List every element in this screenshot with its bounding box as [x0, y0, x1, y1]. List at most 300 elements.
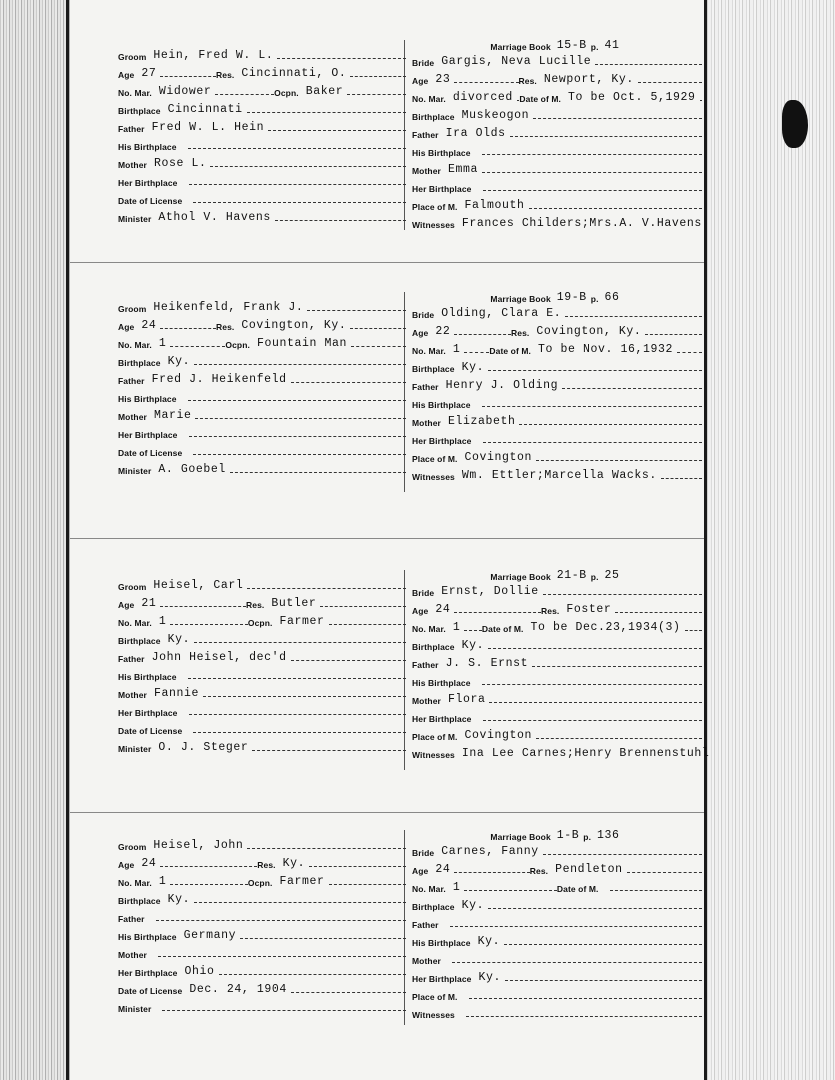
groom-date-of-license-label: Date of License: [118, 986, 183, 996]
bride-res-value: Pendleton: [555, 863, 623, 876]
bride-no-mar-row: [412, 616, 702, 634]
groom-res-label: Res.: [257, 860, 276, 870]
groom-groom-row: [118, 44, 406, 62]
bride-her-birthplace-row: [412, 706, 702, 724]
marriage-book-label: Marriage Book: [490, 294, 551, 304]
fill-line: [277, 58, 406, 59]
groom-her-birthplace-row: [118, 170, 406, 188]
groom-father-value: Fred J. Heikenfeld: [151, 373, 287, 386]
groom-father-label: Father: [118, 654, 145, 664]
groom-mother-value: Rose L.: [153, 157, 207, 170]
groom-age-row: [118, 592, 406, 610]
groom-date-of-license-label: Date of License: [118, 196, 183, 206]
bride-res-label: Res.: [511, 328, 530, 338]
bride-age-value: 24: [435, 863, 451, 876]
groom-no-mar-label: No. Mar.: [118, 618, 152, 628]
fill-line: [230, 472, 406, 473]
bride-birthplace-label: Birthplace: [412, 364, 455, 374]
bride-date-of-m-value: To be Oct. 5,1929: [568, 91, 696, 104]
groom-date-of-license-label: Date of License: [118, 448, 183, 458]
fill-line: [195, 418, 406, 419]
bride-age-row: [412, 320, 702, 338]
groom-minister-row: [118, 458, 406, 476]
groom-groom-value: Heikenfeld, Frank J.: [153, 301, 304, 314]
bride-place-of-m-label: Place of M.: [412, 454, 458, 464]
right-scan-edge: [704, 0, 835, 1080]
groom-date-of-license-row: [118, 188, 406, 206]
groom-his-birthplace-label: His Birthplace: [118, 394, 177, 404]
fill-line: [482, 154, 702, 155]
bride-no-mar-label: No. Mar.: [412, 94, 446, 104]
groom-res-value: Cincinnati, O.: [241, 67, 347, 80]
groom-groom-value: Heisel, John: [153, 839, 244, 852]
fill-line: [469, 998, 702, 999]
groom-father-row: [118, 368, 406, 386]
bride-bride-value: Carnes, Fanny: [441, 845, 539, 858]
groom-her-birthplace-label: Her Birthplace: [118, 430, 178, 440]
groom-no-mar-row: [118, 332, 406, 350]
fill-line: [210, 166, 406, 167]
bride-birthplace-row: [412, 356, 702, 374]
bride-mother-row: [412, 158, 702, 176]
groom-her-birthplace-label: Her Birthplace: [118, 708, 178, 718]
fill-line: [615, 612, 702, 613]
bride-father-row: [412, 374, 702, 392]
fill-line: [193, 454, 406, 455]
groom-no-mar-row: [118, 870, 406, 888]
marriage-record: [110, 828, 705, 1058]
bride-her-birthplace-label: Her Birthplace: [412, 714, 472, 724]
groom-age-row: [118, 314, 406, 332]
groom-his-birthplace-row: [118, 924, 406, 942]
bride-age-value: 24: [435, 603, 451, 616]
bride-witnesses-value: Frances Childers;Mrs.A. V.Havens: [461, 217, 702, 230]
bride-witnesses-label: Witnesses: [412, 1010, 455, 1020]
groom-ocpn-label: Ocpn.: [225, 340, 250, 350]
groom-ocpn-label: Ocpn.: [247, 618, 273, 628]
bride-her-birthplace-row: [412, 966, 702, 984]
fill-line: [350, 328, 406, 329]
bride-bride-row: [412, 580, 702, 598]
page-label: p.: [590, 42, 599, 52]
fill-line: [156, 920, 406, 921]
record-separator: [70, 538, 704, 539]
fill-line: [268, 130, 406, 131]
bride-res-value: Foster: [566, 603, 612, 616]
bride-mother-label: Mother: [412, 166, 441, 176]
fill-line: [194, 364, 406, 365]
page-value: 136: [597, 829, 620, 842]
marriage-book-label: Marriage Book: [490, 42, 551, 52]
groom-age-value: 24: [141, 319, 157, 332]
bride-place-of-m-value: Covington: [464, 451, 533, 464]
bride-no-mar-label: No. Mar.: [412, 624, 446, 634]
bride-no-mar-label: No. Mar.: [412, 884, 446, 894]
bride-mother-row: [412, 688, 702, 706]
bride-age-label: Age: [412, 866, 429, 876]
fill-line: [488, 648, 702, 649]
groom-minister-label: Minister: [118, 466, 152, 476]
page-value: 66: [604, 291, 620, 304]
fill-line: [532, 666, 702, 667]
bride-place-of-m-row: [412, 724, 702, 742]
bride-age-row: [412, 68, 702, 86]
bride-section: [412, 50, 702, 230]
bride-father-row: [412, 912, 702, 930]
groom-his-birthplace-label: His Birthplace: [118, 142, 177, 152]
groom-date-of-license-row: [118, 978, 406, 996]
fill-line: [483, 442, 702, 443]
bride-mother-value: Flora: [447, 693, 486, 706]
bride-bride-value: Ernst, Dollie: [441, 585, 539, 598]
bride-date-of-m-label: Date of M.: [481, 624, 524, 634]
fill-line: [565, 316, 702, 317]
bride-no-mar-row: [412, 338, 702, 356]
fill-line: [347, 94, 406, 95]
fill-line: [454, 612, 541, 613]
fill-line: [247, 112, 406, 113]
groom-birthplace-value: Ky.: [167, 893, 191, 906]
fill-line: [610, 890, 703, 891]
bride-bride-label: Bride: [412, 310, 435, 320]
marriage-book-value: 15-B: [556, 39, 587, 52]
groom-minister-label: Minister: [118, 1004, 152, 1014]
page-label: p.: [583, 832, 592, 842]
bride-age-row: [412, 858, 702, 876]
bride-bride-row: [412, 302, 702, 320]
bride-his-birthplace-label: His Birthplace: [412, 400, 471, 410]
bride-his-birthplace-row: [412, 670, 702, 688]
bride-age-label: Age: [412, 76, 429, 86]
fill-line: [193, 202, 406, 203]
bride-witnesses-label: Witnesses: [412, 220, 455, 230]
groom-res-label: Res.: [216, 70, 235, 80]
fill-line: [291, 382, 406, 383]
fill-line: [645, 334, 702, 335]
groom-ocpn-value: Farmer: [279, 875, 325, 888]
groom-mother-label: Mother: [118, 160, 147, 170]
fill-line: [291, 660, 406, 661]
groom-father-row: [118, 646, 406, 664]
fill-line: [661, 478, 702, 479]
groom-date-of-license-label: Date of License: [118, 726, 183, 736]
fill-line: [529, 208, 702, 209]
bride-mother-value: Elizabeth: [447, 415, 516, 428]
groom-her-birthplace-row: [118, 700, 406, 718]
groom-groom-label: Groom: [118, 582, 147, 592]
groom-her-birthplace-row: [118, 422, 406, 440]
bride-place-of-m-label: Place of M.: [412, 992, 458, 1002]
bride-father-value: Ira Olds: [445, 127, 506, 140]
groom-father-label: Father: [118, 376, 145, 386]
groom-ocpn-value: Farmer: [279, 615, 325, 628]
groom-res-label: Res.: [216, 322, 235, 332]
fill-line: [450, 926, 702, 927]
fill-line: [483, 720, 702, 721]
fill-line: [638, 82, 702, 83]
bride-father-label: Father: [412, 382, 439, 392]
bride-mother-row: [412, 410, 702, 428]
bride-father-value: Henry J. Olding: [445, 379, 559, 392]
groom-age-label: Age: [118, 322, 135, 332]
groom-groom-row: [118, 296, 406, 314]
groom-minister-row: [118, 736, 406, 754]
fill-line: [464, 352, 489, 353]
fill-line: [247, 848, 406, 849]
groom-birthplace-label: Birthplace: [118, 896, 161, 906]
bride-res-label: Res.: [518, 76, 537, 86]
groom-mother-row: [118, 404, 406, 422]
groom-groom-row: [118, 834, 406, 852]
groom-his-birthplace-row: [118, 664, 406, 682]
groom-groom-value: Heisel, Carl: [153, 579, 244, 592]
bride-witnesses-row: [412, 464, 702, 482]
bride-no-mar-label: No. Mar.: [412, 346, 446, 356]
bride-father-label: Father: [412, 660, 439, 670]
bride-mother-label: Mother: [412, 956, 441, 966]
groom-res-value: Butler: [271, 597, 317, 610]
groom-mother-row: [118, 942, 406, 960]
bride-her-birthplace-label: Her Birthplace: [412, 974, 472, 984]
fill-line: [160, 866, 257, 867]
groom-date-of-license-row: [118, 440, 406, 458]
groom-age-row: [118, 852, 406, 870]
bride-no-mar-value: divorced: [452, 91, 513, 104]
fill-line: [309, 866, 406, 867]
bride-no-mar-value: 1: [452, 621, 461, 634]
groom-ocpn-label: Ocpn.: [247, 878, 273, 888]
groom-birthplace-row: [118, 350, 406, 368]
bride-her-birthplace-row: [412, 428, 702, 446]
groom-section: [118, 574, 406, 754]
bride-section: [412, 580, 710, 760]
bride-date-of-m-label: Date of M.: [556, 884, 599, 894]
bride-res-label: Res.: [529, 866, 549, 876]
bride-age-value: 22: [435, 325, 451, 338]
bride-place-of-m-row: [412, 446, 702, 464]
groom-his-birthplace-value: Germany: [183, 929, 237, 942]
bride-birthplace-value: Muskeogon: [461, 109, 530, 122]
fill-line: [291, 992, 406, 993]
groom-father-label: Father: [118, 124, 145, 134]
fill-line: [543, 594, 702, 595]
fill-line: [685, 630, 702, 631]
groom-father-label: Father: [118, 914, 145, 924]
bride-his-birthplace-row: [412, 930, 702, 948]
fill-line: [454, 82, 518, 83]
bride-birthplace-value: Ky.: [461, 639, 485, 652]
groom-his-birthplace-row: [118, 134, 406, 152]
groom-groom-label: Groom: [118, 52, 147, 62]
bride-his-birthplace-row: [412, 392, 702, 410]
fill-line: [160, 76, 216, 77]
fill-line: [505, 980, 702, 981]
groom-her-birthplace-label: Her Birthplace: [118, 968, 178, 978]
bride-no-mar-value: 1: [452, 343, 461, 356]
fill-line: [320, 606, 406, 607]
bride-witnesses-value: Ina Lee Carnes;Henry Brennenstuhl: [461, 747, 710, 760]
fill-line: [307, 310, 406, 311]
bride-res-value: Newport, Ky.: [543, 73, 634, 86]
fill-line: [170, 624, 248, 625]
groom-groom-label: Groom: [118, 304, 147, 314]
groom-section: [118, 834, 406, 1014]
bride-father-row: [412, 122, 702, 140]
bride-her-birthplace-value: Ky.: [478, 971, 502, 984]
groom-mother-value: Marie: [153, 409, 192, 422]
page-label: p.: [590, 294, 599, 304]
groom-birthplace-label: Birthplace: [118, 358, 161, 368]
groom-birthplace-value: Ky.: [167, 633, 191, 646]
bride-witnesses-row: [412, 742, 710, 760]
marriage-book-value: 19-B: [556, 291, 587, 304]
fill-line: [215, 94, 274, 95]
bride-place-of-m-label: Place of M.: [412, 732, 458, 742]
fill-line: [252, 750, 406, 751]
groom-age-value: 24: [141, 857, 157, 870]
groom-mother-label: Mother: [118, 690, 147, 700]
groom-minister-row: [118, 996, 406, 1014]
bride-witnesses-label: Witnesses: [412, 472, 455, 482]
fill-line: [329, 884, 407, 885]
fill-line: [189, 436, 406, 437]
scan-smudge: [782, 100, 808, 148]
groom-no-mar-value: Widower: [158, 85, 212, 98]
groom-birthplace-value: Ky.: [167, 355, 191, 368]
bride-no-mar-row: [412, 876, 702, 894]
fill-line: [488, 370, 702, 371]
left-card-edge: [66, 0, 69, 1080]
bride-bride-row: [412, 840, 702, 858]
marriage-book-value: 1-B: [556, 829, 580, 842]
bride-age-value: 23: [435, 73, 451, 86]
groom-no-mar-value: 1: [158, 337, 167, 350]
groom-minister-value: Athol V. Havens: [158, 211, 271, 224]
groom-no-mar-value: 1: [158, 875, 167, 888]
marriage-book-value: 21-B: [556, 569, 587, 582]
fill-line: [677, 352, 702, 353]
fill-line: [483, 190, 702, 191]
fill-line: [482, 684, 702, 685]
groom-section: [118, 44, 406, 224]
fill-line: [194, 902, 406, 903]
groom-minister-value: O. J. Steger: [158, 741, 249, 754]
fill-line: [162, 1010, 406, 1011]
bride-bride-label: Bride: [412, 588, 435, 598]
fill-line: [188, 400, 406, 401]
fill-line: [504, 944, 702, 945]
fill-line: [170, 346, 225, 347]
groom-age-value: 21: [141, 597, 157, 610]
groom-groom-label: Groom: [118, 842, 147, 852]
groom-ocpn-value: Fountain Man: [256, 337, 347, 350]
groom-no-mar-label: No. Mar.: [118, 878, 152, 888]
fill-line: [452, 962, 702, 963]
page-label: p.: [590, 572, 599, 582]
left-scan-edge: [0, 0, 70, 1080]
groom-no-mar-value: 1: [158, 615, 167, 628]
bride-father-row: [412, 652, 702, 670]
groom-father-row: [118, 116, 406, 134]
groom-mother-row: [118, 152, 406, 170]
page-value: 25: [604, 569, 620, 582]
page-value: 41: [604, 39, 620, 52]
fill-line: [510, 136, 702, 137]
bride-his-birthplace-label: His Birthplace: [412, 678, 471, 688]
bride-date-of-m-label: Date of M.: [519, 94, 561, 104]
bride-her-birthplace-label: Her Birthplace: [412, 436, 472, 446]
bride-father-label: Father: [412, 920, 439, 930]
groom-res-label: Res.: [246, 600, 265, 610]
fill-line: [188, 148, 406, 149]
groom-age-row: [118, 62, 406, 80]
bride-bride-row: [412, 50, 702, 68]
groom-birthplace-label: Birthplace: [118, 106, 161, 116]
marriage-book-label: Marriage Book: [490, 572, 551, 582]
groom-groom-value: Hein, Fred W. L.: [153, 49, 274, 62]
fill-line: [247, 588, 406, 589]
marriage-record: [110, 290, 705, 520]
fill-line: [329, 624, 407, 625]
fill-line: [188, 678, 406, 679]
bride-mother-value: Emma: [447, 163, 478, 176]
marriage-book-label: Marriage Book: [490, 832, 551, 842]
groom-father-value: John Heisel, dec'd: [151, 651, 287, 664]
fill-line: [351, 346, 406, 347]
groom-his-birthplace-label: His Birthplace: [118, 672, 177, 682]
groom-res-value: Covington, Ky.: [241, 319, 347, 332]
fill-line: [219, 974, 406, 975]
bride-birthplace-value: Ky.: [461, 899, 485, 912]
fill-line: [464, 630, 481, 631]
groom-mother-label: Mother: [118, 950, 147, 960]
groom-father-row: [118, 906, 406, 924]
bride-her-birthplace-row: [412, 176, 702, 194]
groom-her-birthplace-label: Her Birthplace: [118, 178, 178, 188]
groom-date-of-license-value: Dec. 24, 1904: [189, 983, 287, 996]
bride-birthplace-label: Birthplace: [412, 902, 455, 912]
groom-no-mar-row: [118, 610, 406, 628]
fill-line: [158, 956, 406, 957]
bride-place-of-m-label: Place of M.: [412, 202, 458, 212]
bride-birthplace-value: Ky.: [461, 361, 485, 374]
fill-line: [275, 220, 406, 221]
groom-birthplace-row: [118, 888, 406, 906]
bride-place-of-m-row: [412, 194, 702, 212]
fill-line: [482, 406, 702, 407]
groom-res-value: Ky.: [282, 857, 306, 870]
bride-birthplace-label: Birthplace: [412, 642, 455, 652]
bride-place-of-m-value: Covington: [464, 729, 533, 742]
bride-age-row: [412, 598, 702, 616]
bride-his-birthplace-label: His Birthplace: [412, 148, 471, 158]
fill-line: [536, 738, 702, 739]
fill-line: [189, 714, 406, 715]
groom-section: [118, 296, 406, 476]
groom-ocpn-value: Baker: [305, 85, 344, 98]
fill-line: [170, 884, 248, 885]
fill-line: [562, 388, 702, 389]
bride-bride-value: Gargis, Neva Lucille: [441, 55, 592, 68]
fill-line: [350, 76, 406, 77]
bride-mother-label: Mother: [412, 696, 441, 706]
groom-mother-value: Fannie: [153, 687, 199, 700]
fill-line: [533, 118, 702, 119]
fill-line: [189, 184, 406, 185]
bride-section: [412, 840, 702, 1020]
bride-age-label: Age: [412, 328, 429, 338]
groom-minister-value: A. Goebel: [158, 463, 226, 476]
